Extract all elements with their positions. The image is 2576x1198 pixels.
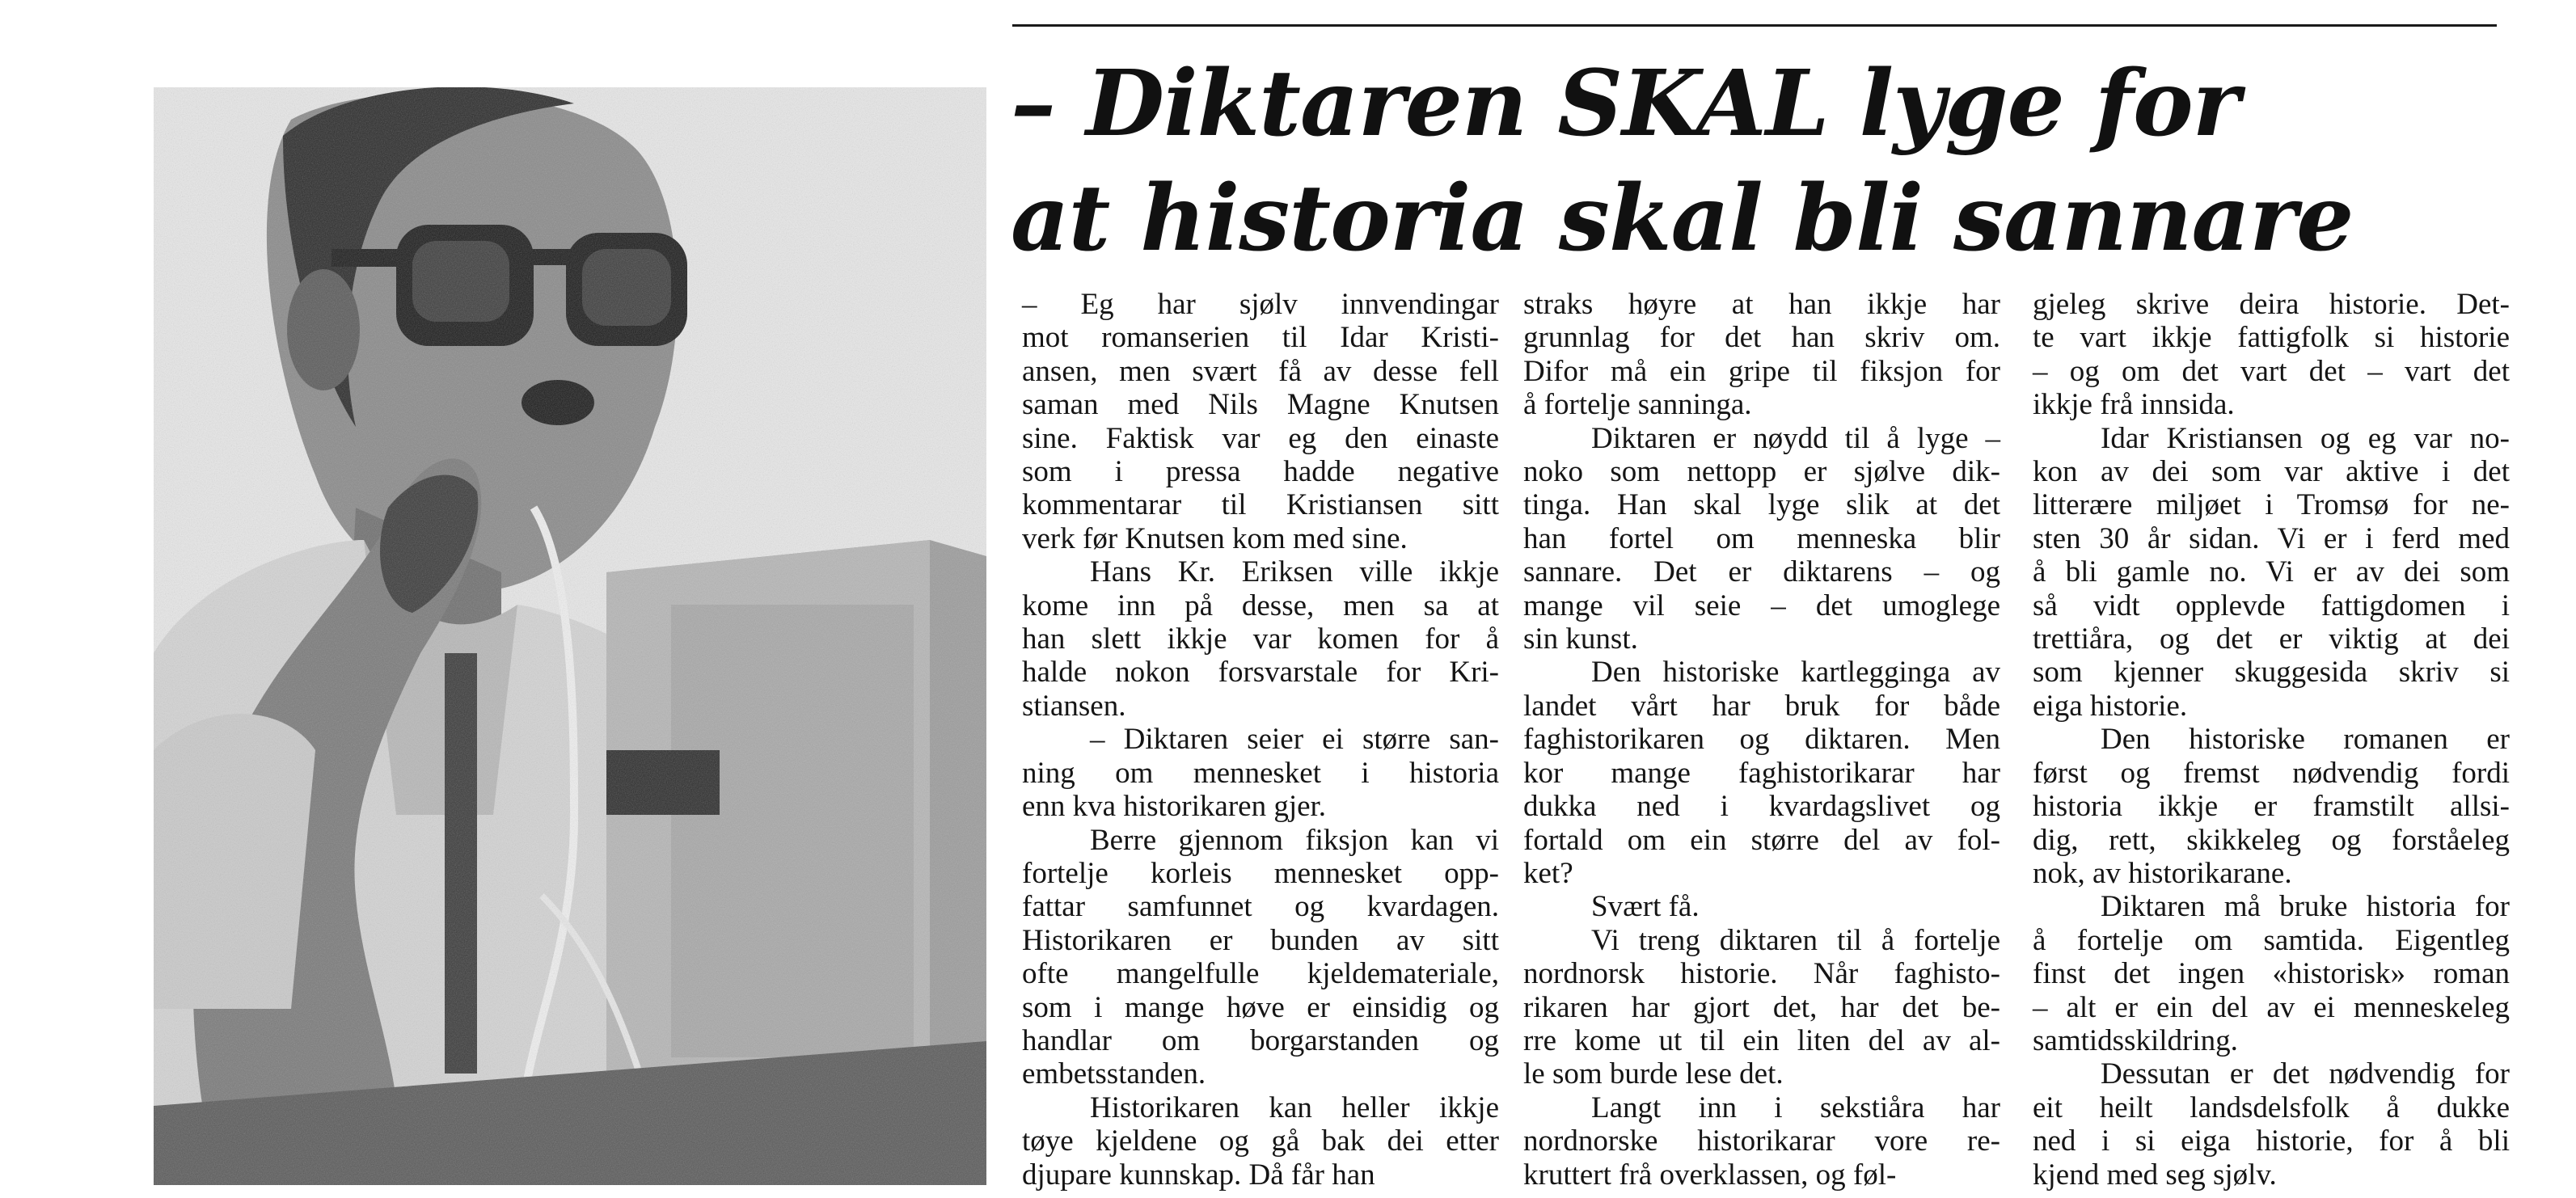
text-line: fortald om ein større del av fol- — [1523, 823, 2000, 857]
text-line: trettiåra, og det er viktig at dei — [2033, 622, 2510, 656]
article-column-2 — [1523, 288, 2000, 1192]
text-line: fortelje korleis mennesket opp- — [1022, 856, 1499, 890]
text-line: Diktaren er nøydd til å lyge – — [1591, 421, 2000, 455]
text-line: ofte mangelfulle kjeldemateriale, — [1022, 957, 1499, 991]
text-line: Den historiske romanen er — [2101, 723, 2510, 757]
paragraph — [1523, 890, 2000, 923]
text-line: mot romanserien til Idar Kristi- — [1022, 321, 1499, 355]
text-line: kjend med seg sjølv. — [2033, 1158, 2277, 1192]
text-line: sten 30 år sidan. Vi er i ferd med — [2033, 521, 2510, 555]
text-line: sin kunst. — [1523, 622, 1638, 656]
text-line: – og om det vart det – vart det — [2033, 354, 2510, 388]
text-line: saman med Nils Magne Knutsen — [1022, 388, 1499, 422]
paragraph — [2033, 422, 2510, 723]
article-column-3 — [2033, 288, 2510, 1192]
text-line: grunnlag for det han skriv om. — [1523, 321, 2000, 355]
text-line: Hans Kr. Eriksen ville ikkje — [1090, 555, 1499, 589]
paragraph — [1022, 1091, 1499, 1192]
text-line: kome inn på desse, men sa at — [1022, 588, 1499, 622]
text-line: – Eg har sjølv innvendingar — [1022, 288, 1499, 321]
text-line: Diktaren må bruke historia for — [2101, 890, 2510, 924]
paragraph — [2033, 723, 2510, 890]
text-line: Berre gjennom fiksjon kan vi — [1090, 823, 1499, 857]
text-line: faghistorikaren og diktaren. Men — [1523, 723, 2000, 757]
text-line: Den historiske kartlegginga av — [1591, 656, 2000, 690]
paragraph — [1022, 288, 1499, 555]
text-line: kor mange faghistorikarar har — [1523, 756, 2000, 790]
text-line: ikkje frå innsida. — [2033, 388, 2235, 422]
text-line: Difor må ein gripe til fiksjon for — [1523, 354, 2000, 388]
text-line: å fortelje sanninga. — [1523, 388, 1752, 422]
text-line: Idar Kristiansen og eg var no- — [2101, 421, 2510, 455]
text-line: gjeleg skrive deira historie. Det- — [2033, 288, 2510, 321]
text-line: han fortel om menneska blir — [1523, 521, 2000, 555]
text-line: kommentarar til Kristiansen sitt — [1022, 488, 1499, 522]
text-line: å fortelje om samtida. Eigentleg — [2033, 923, 2510, 957]
text-line: mange vil seie – det umoglege — [1523, 588, 2000, 622]
text-line: å bli gamle no. Vi er av dei som — [2033, 555, 2510, 589]
text-line: nordnorske historikarar vore re- — [1523, 1124, 2000, 1158]
text-line: Historikaren er bunden av sitt — [1022, 923, 1499, 957]
text-line: – Diktaren seier ei større san- — [1090, 723, 1499, 757]
text-line: finst det ingen «historisk» roman — [2033, 957, 2510, 991]
text-line: Dessutan er det nødvendig for — [2101, 1057, 2510, 1091]
text-line: sine. Faktisk var eg den einaste — [1022, 421, 1499, 455]
text-line: Vi treng diktaren til å fortelje — [1591, 923, 2000, 957]
text-line: straks høyre at han ikkje har — [1523, 288, 2000, 321]
paragraph — [1022, 723, 1499, 823]
text-line: enn kva historikaren gjer. — [1022, 790, 1327, 824]
text-line: tøye kjeldene og gå bak dei etter — [1022, 1124, 1499, 1158]
text-line: kruttert frå overklassen, og føl- — [1523, 1158, 1897, 1192]
text-line: samtidsskildring. — [2033, 1023, 2238, 1057]
text-line: handlar om borgarstanden og — [1022, 1023, 1499, 1057]
text-line: rre kome ut til ein liten del av al- — [1523, 1023, 2000, 1057]
paragraph — [1523, 288, 2000, 422]
speaker-photo — [154, 87, 986, 1185]
text-line: dig, rett, skikkeleg og forståeleg — [2033, 823, 2510, 857]
paragraph — [2033, 288, 2510, 422]
article-column-1 — [1022, 288, 1499, 1192]
text-line: djupare kunnskap. Då får han — [1022, 1158, 1375, 1192]
text-line: ansen, men svært få av desse fell — [1022, 354, 1499, 388]
paragraph — [2033, 1057, 2510, 1192]
text-line: stiansen. — [1022, 689, 1126, 723]
text-line: verk før Knutsen kom med sine. — [1022, 521, 1408, 555]
paragraph — [1523, 422, 2000, 656]
text-line: først og fremst nødvendig fordi — [2033, 756, 2510, 790]
text-line: Historikaren kan heller ikkje — [1090, 1090, 1499, 1124]
text-line: tinga. Han skal lyge slik at det — [1523, 488, 2000, 522]
paragraph — [1523, 656, 2000, 890]
text-line: landet vårt har bruk for både — [1523, 689, 2000, 723]
text-line: litterære miljøet i Tromsø for ne- — [2033, 488, 2510, 522]
text-line: le som burde lese det. — [1523, 1057, 1784, 1091]
text-line: Svært få. — [1591, 890, 1700, 924]
text-line: embetsstanden. — [1022, 1057, 1206, 1091]
text-line: noko som nettopp er sjølve dik- — [1523, 455, 2000, 489]
paragraph — [1523, 1091, 2000, 1192]
text-line: ning om mennesket i historia — [1022, 756, 1499, 790]
text-line: som i mange høve er einsidig og — [1022, 990, 1499, 1024]
text-line: som i pressa hadde negative — [1022, 455, 1499, 489]
text-line: eit heilt landsdelsfolk å dukke — [2033, 1090, 2510, 1124]
paragraph — [1523, 924, 2000, 1091]
text-line: eiga historie. — [2033, 689, 2188, 723]
text-line: fattar samfunnet og kvardagen. — [1022, 890, 1499, 924]
headline-line-2: at historia skal bli sannare — [1011, 166, 2354, 272]
text-line: han slett ikkje var komen for å — [1022, 622, 1499, 656]
headline-line-1: – Diktaren SKAL lyge for — [1011, 51, 2240, 157]
headline — [1011, 47, 2354, 276]
text-line: kon av dei som var aktive i det — [2033, 455, 2510, 489]
paragraph — [1022, 555, 1499, 723]
text-line: Langt inn i sekstiåra har — [1591, 1090, 2000, 1124]
text-line: nordnorsk historie. Når faghisto- — [1523, 957, 2000, 991]
paragraph — [2033, 890, 2510, 1057]
text-line: – alt er ein del av ei menneskeleg — [2033, 990, 2510, 1024]
text-line: ket? — [1523, 856, 1573, 890]
top-rule — [1012, 24, 2497, 27]
text-line: ned i si eiga historie, for å bli — [2033, 1124, 2510, 1158]
text-line: rikaren har gjort det, har det be- — [1523, 990, 2000, 1024]
text-line: nok, av historikarane. — [2033, 856, 2292, 890]
text-line: som kjenner skuggesida skriv si — [2033, 656, 2510, 690]
paragraph — [1022, 824, 1499, 1091]
text-line: historia ikkje er framstilt allsi- — [2033, 790, 2510, 824]
text-line: te vart ikkje fattigfolk si historie — [2033, 321, 2510, 355]
text-line: sannare. Det er diktarens – og — [1523, 555, 2000, 589]
text-line: halde nokon forsvarstale for Kri- — [1022, 656, 1499, 690]
text-line: så vidt opplevde fattigdomen i — [2033, 588, 2510, 622]
text-line: dukka ned i kvardagslivet og — [1523, 790, 2000, 824]
